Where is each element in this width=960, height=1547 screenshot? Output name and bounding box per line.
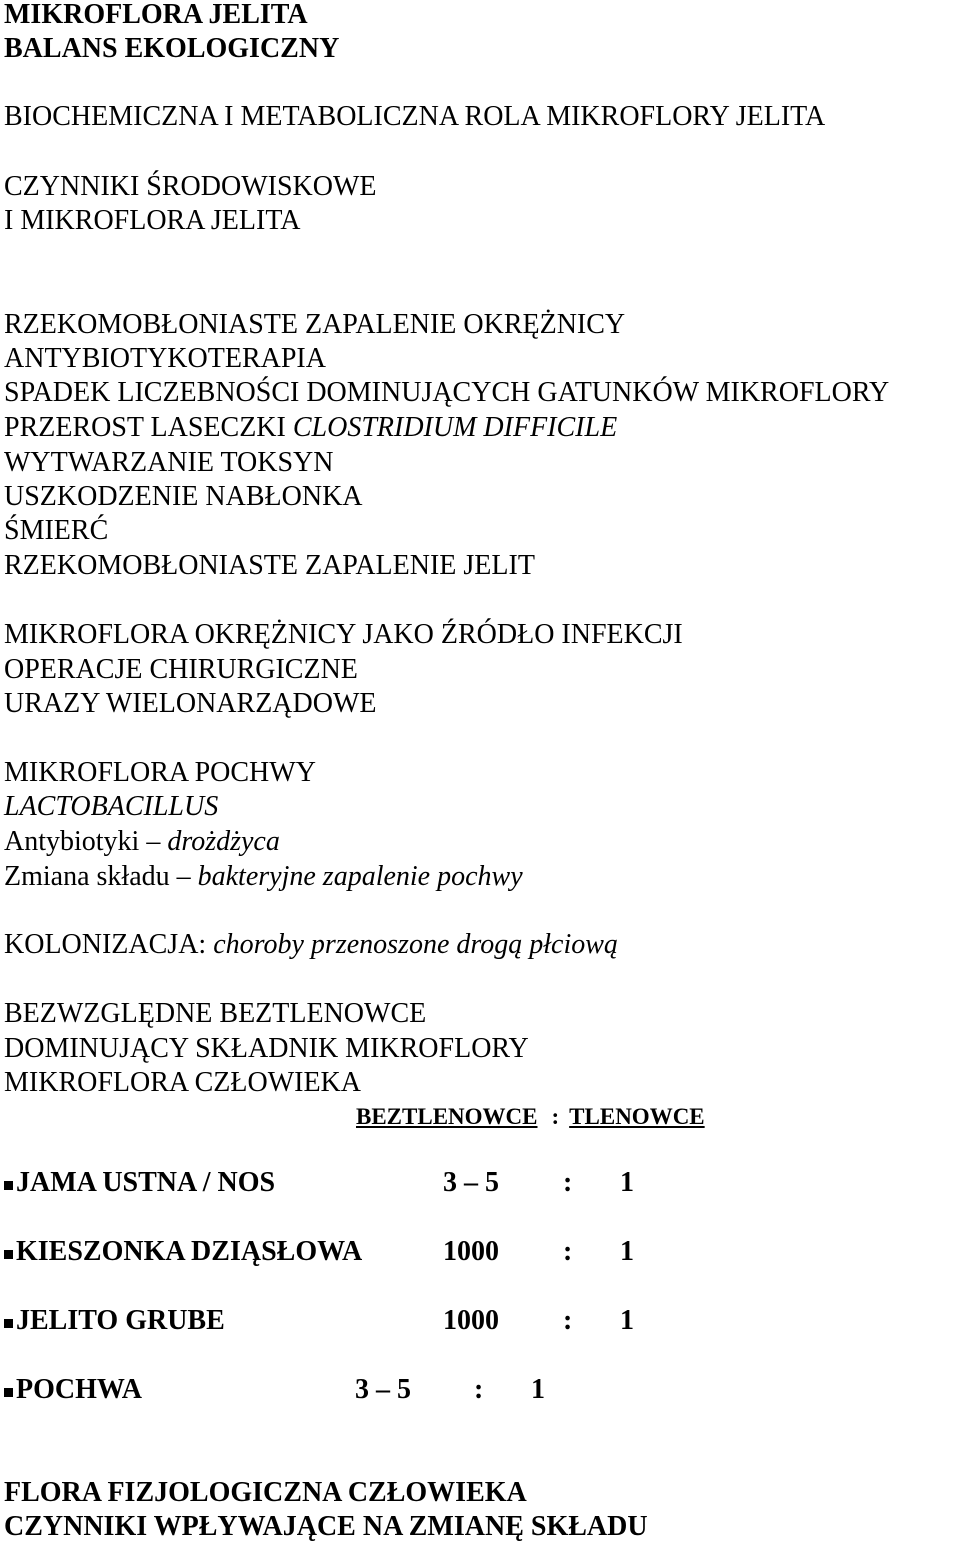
- column-header-tlenowce: TLENOWCE: [569, 1104, 705, 1129]
- lactobacillus: LACTOBACILLUS: [4, 791, 219, 822]
- column-header-separator: :: [551, 1104, 560, 1129]
- beztlen-line-3: MIKROFLORA CZŁOWIEKA: [4, 1067, 361, 1098]
- ratio-name: JELITO GRUBE: [16, 1305, 225, 1336]
- ratio-row: [4, 1373, 142, 1407]
- ratio-one: 1: [620, 1167, 634, 1198]
- ratio-name: JAMA USTNA / NOS: [16, 1167, 276, 1198]
- zapalenie-pochwy-text: bakteryjne zapalenie pochwy: [197, 861, 523, 892]
- ratio-value: 1000: [443, 1305, 499, 1336]
- rzekomo-line-7: RZEKOMOBŁONIASTE ZAPALENIE JELIT: [4, 550, 535, 581]
- zmiana-skladu-text: Zmiana składu –: [4, 861, 198, 892]
- bullet-icon: [4, 1181, 13, 1190]
- beztlen-line-2: DOMINUJĄCY SKŁADNIK MIKROFLORY: [4, 1033, 529, 1064]
- pochwa-title: MIKROFLORA POCHWY: [4, 757, 316, 788]
- kolonizacja-label: KOLONIZACJA:: [4, 929, 214, 960]
- rzekomo-line-3-text: PRZEROST LASECZKI: [4, 412, 293, 443]
- pochwa-line-3: [4, 860, 523, 894]
- ratio-one: 1: [620, 1236, 634, 1267]
- rzekomo-line-2: SPADEK LICZEBNOŚCI DOMINUJĄCYCH GATUNKÓW MIKROFLORY: [4, 377, 890, 408]
- ratio-separator: :: [563, 1236, 573, 1267]
- ratio-row: [4, 1235, 362, 1269]
- heading-mikroflora-jelita: MIKROFLORA JELITA: [4, 0, 308, 30]
- ratio-row: [4, 1304, 225, 1338]
- heading-biochemiczna: BIOCHEMICZNA I METABOLICZNA ROLA MIKROFLORY JELITA: [4, 101, 826, 132]
- rzekomo-line-1: ANTYBIOTYKOTERAPIA: [4, 343, 326, 374]
- footer-line-2: CZYNNIKI WPŁYWAJĄCE NA ZMIANĘ SKŁADU: [4, 1511, 648, 1542]
- kolonizacja-line: [4, 928, 618, 962]
- infekcja-line-1: OPERACJE CHIRURGICZNE: [4, 654, 358, 685]
- drozdzyca-text: drożdżyca: [167, 826, 280, 857]
- bullet-icon: [4, 1388, 13, 1397]
- ratio-value: 1000: [443, 1236, 499, 1267]
- ratio-row: [4, 1166, 275, 1200]
- column-header: [356, 1100, 705, 1134]
- heading-balans: BALANS EKOLOGICZNY: [4, 33, 340, 64]
- kolonizacja-text: choroby przenoszone drogą płciową: [213, 929, 618, 960]
- ratio-value: 3 – 5: [443, 1167, 499, 1198]
- rzekomo-title: RZEKOMOBŁONIASTE ZAPALENIE OKRĘŻNICY: [4, 309, 626, 340]
- clostridium-name: CLOSTRIDIUM DIFFICILE: [292, 412, 618, 443]
- ratio-name: POCHWA: [16, 1374, 142, 1405]
- rzekomo-line-3: [4, 411, 617, 445]
- bullet-icon: [4, 1250, 13, 1259]
- rzekomo-line-5: USZKODZENIE NABŁONKA: [4, 481, 363, 512]
- column-header-beztlenowce: BEZTLENOWCE: [356, 1104, 538, 1129]
- ratio-separator: :: [563, 1167, 573, 1198]
- ratio-separator: :: [563, 1305, 573, 1336]
- ratio-value: 3 – 5: [355, 1374, 411, 1405]
- infekcja-line-2: URAZY WIELONARZĄDOWE: [4, 688, 377, 719]
- ratio-one: 1: [620, 1305, 634, 1336]
- ratio-one: 1: [531, 1374, 545, 1405]
- footer-line-1: FLORA FIZJOLOGICZNA CZŁOWIEKA: [4, 1477, 527, 1508]
- infekcja-title: MIKROFLORA OKRĘŻNICY JAKO ŹRÓDŁO INFEKCJI: [4, 619, 683, 650]
- bullet-icon: [4, 1319, 13, 1328]
- heading-czynniki-2: I MIKROFLORA JELITA: [4, 205, 301, 236]
- pochwa-line-2: [4, 825, 280, 859]
- rzekomo-line-6: ŚMIERĆ: [4, 515, 109, 546]
- heading-czynniki: CZYNNIKI ŚRODOWISKOWE: [4, 171, 377, 202]
- antybiotyki-text: Antybiotyki –: [4, 826, 168, 857]
- rzekomo-line-4: WYTWARZANIE TOKSYN: [4, 447, 334, 478]
- ratio-name: KIESZONKA DZIĄSŁOWA: [16, 1236, 363, 1267]
- beztlen-line-1: BEZWZGLĘDNE BEZTLENOWCE: [4, 998, 427, 1029]
- ratio-separator: :: [474, 1374, 484, 1405]
